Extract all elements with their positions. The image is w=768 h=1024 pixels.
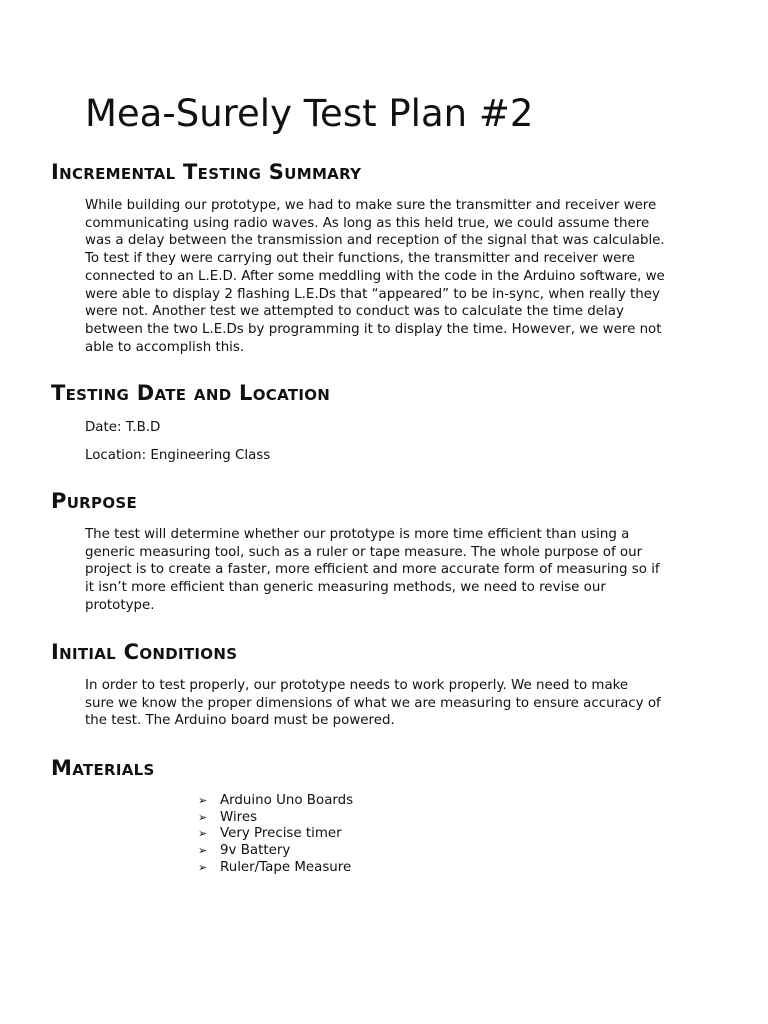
summary-line: were not. Another test we attempted to conduct was to calculate the time delay — [85, 304, 624, 320]
summary-paragraph — [85, 197, 690, 356]
materials-list — [198, 793, 353, 877]
testing-location: Location: Engineering Class — [85, 448, 271, 463]
initial-conditions-line: sure we know the proper dimensions of what we are measuring to ensure accuracy of — [85, 695, 661, 711]
summary-line: connected to an L.E.D. After some meddling with the code in the Arduino software, we — [85, 268, 665, 284]
purpose-line: project is to create a faster, more efficient and more accurate form of measuring so if — [85, 562, 660, 578]
initial-conditions-line: In order to test properly, our prototype needs to work properly. We need to make — [85, 678, 629, 693]
initial-conditions-paragraph — [85, 677, 690, 730]
list-item — [198, 826, 353, 843]
arrowhead-bullet-icon: ➢ — [198, 844, 208, 858]
arrowhead-bullet-icon: ➢ — [198, 860, 208, 874]
list-item — [198, 860, 353, 877]
arrowhead-bullet-icon: ➢ — [198, 827, 208, 841]
summary-line: To test if they were carrying out their functions, the transmitter and receiver were — [85, 251, 635, 267]
material-item: Arduino Uno Boards — [220, 793, 354, 808]
material-item: Ruler/Tape Measure — [220, 859, 352, 875]
material-item: 9v Battery — [220, 843, 291, 859]
date-location-heading: Testing Date and Location — [51, 381, 331, 405]
list-item — [198, 843, 353, 860]
material-item: Wires — [220, 809, 258, 825]
arrowhead-bullet-icon: ➢ — [198, 794, 208, 807]
list-item — [198, 810, 353, 827]
material-item: Very Precise timer — [220, 826, 342, 842]
document-title: Mea-Surely Test Plan #2 — [85, 92, 534, 135]
initial-conditions-line: the test. The Arduino board must be powered. — [85, 713, 395, 729]
arrowhead-bullet-icon: ➢ — [198, 810, 208, 824]
summary-line: able to accomplish this. — [85, 339, 245, 355]
initial-conditions-heading: Initial Conditions — [51, 640, 238, 664]
summary-line: was a delay between the transmission and reception of the signal that was calculable. — [85, 233, 665, 249]
summary-line: While building our prototype, we had to make sure the transmitter and receiver were — [85, 198, 657, 213]
testing-date: Date: T.B.D — [85, 420, 161, 435]
purpose-line: prototype. — [85, 597, 155, 613]
purpose-line: generic measuring tool, such as a ruler or tape measure. The whole purpose of our — [85, 544, 643, 560]
purpose-paragraph — [85, 526, 690, 615]
purpose-line: The test will determine whether our prototype is more time efficient than using a — [85, 527, 630, 542]
purpose-line: it isn’t more efficient than generic measuring methods, we need to revise our — [85, 580, 606, 596]
list-item — [198, 793, 353, 810]
materials-heading: Materials — [51, 756, 155, 780]
summary-line: between the two L.E.Ds by programming it to display the time. However, we were not — [85, 321, 662, 337]
summary-line: communicating using radio waves. As long as this held true, we could assume there — [85, 215, 650, 231]
purpose-heading: Purpose — [51, 489, 138, 513]
summary-heading: Incremental Testing Summary — [51, 160, 362, 184]
summary-line: were able to display 2 flashing L.E.Ds that “appeared” to be in-sync, when really they — [85, 286, 660, 302]
